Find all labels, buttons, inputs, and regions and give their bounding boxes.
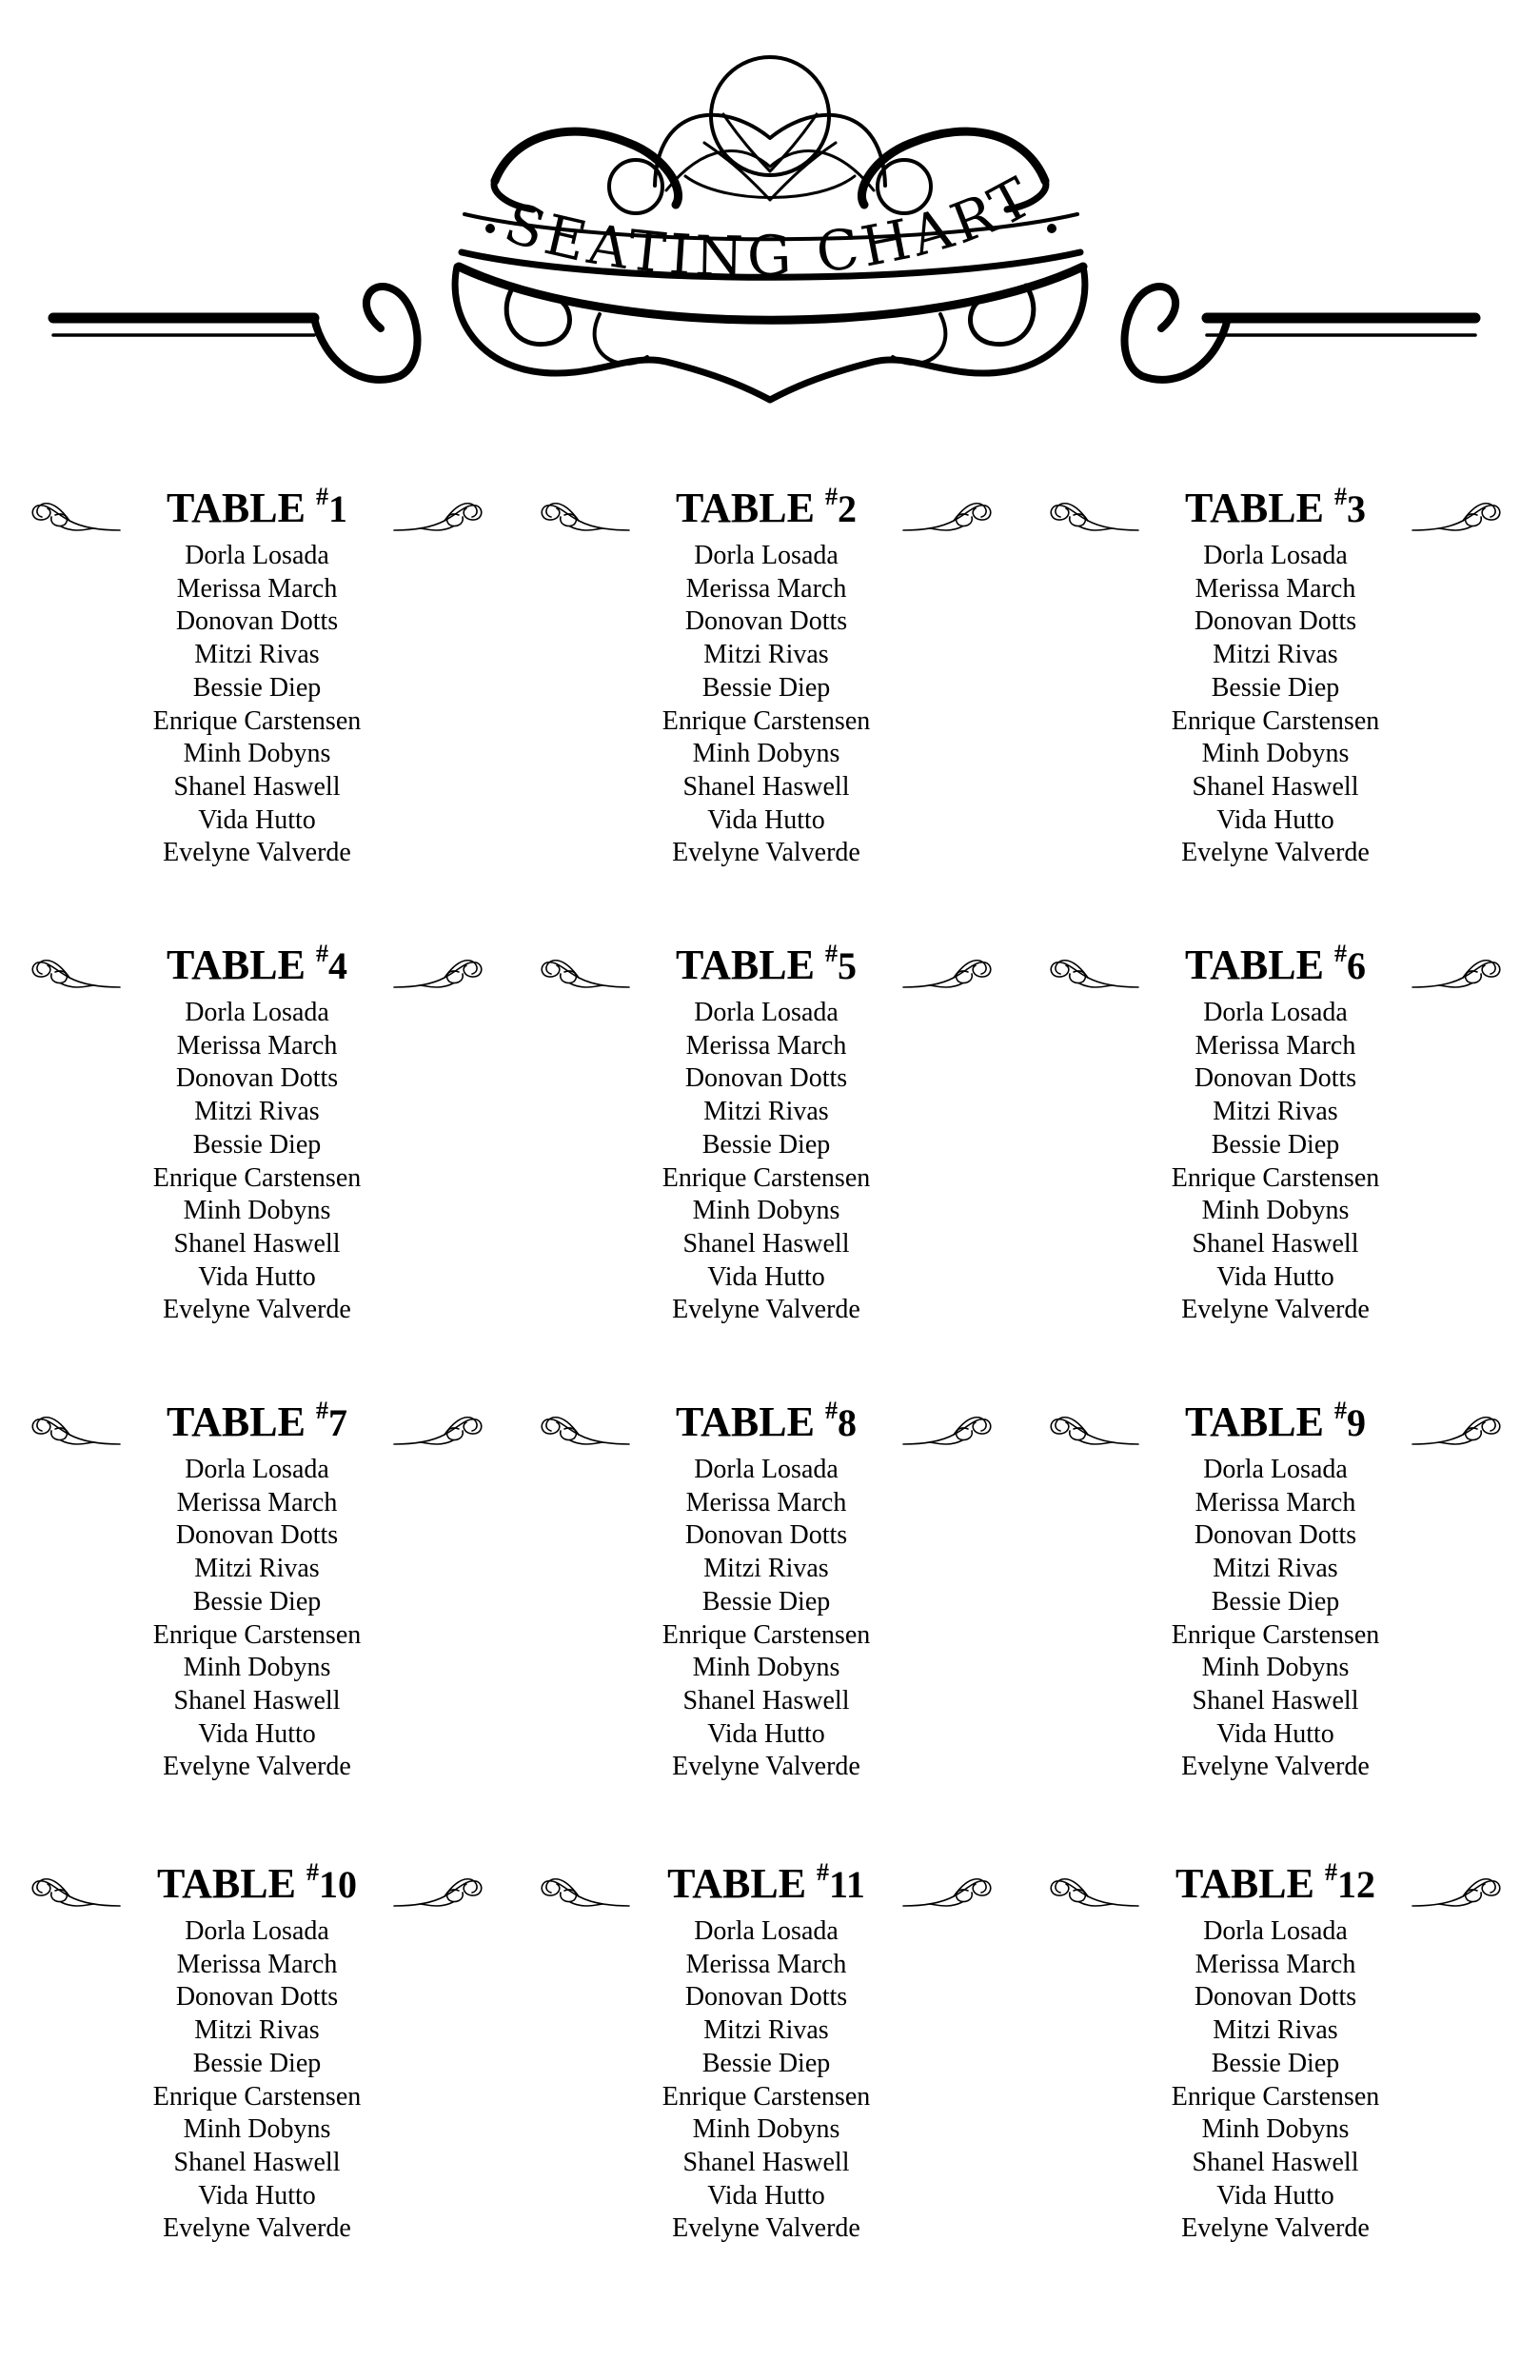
guest-name: Enrique Carstensen xyxy=(661,1162,871,1193)
guest-name: Donovan Dotts xyxy=(175,606,339,637)
table-number: 1 xyxy=(327,487,347,530)
flourish-right-icon xyxy=(901,1408,997,1448)
table-number-symbol: # xyxy=(315,483,328,511)
guest-name: Mitzi Rivas xyxy=(703,1554,829,1584)
guest-name: Bessie Diep xyxy=(1211,2048,1340,2078)
table-number: 9 xyxy=(1346,1401,1366,1444)
guest-name: Minh Dobyns xyxy=(1201,739,1350,769)
guest-name: Minh Dobyns xyxy=(183,2114,331,2145)
guest-name: Evelyne Valverde xyxy=(672,1752,860,1782)
guest-list xyxy=(10,997,504,1327)
table-heading xyxy=(519,1395,1014,1454)
table-number-symbol: # xyxy=(817,1858,830,1887)
guest-name: Evelyne Valverde xyxy=(163,838,351,868)
guest-name: Donovan Dotts xyxy=(1194,606,1357,637)
guest-name: Shanel Haswell xyxy=(1192,1685,1359,1716)
guest-name: Vida Hutto xyxy=(1216,804,1334,835)
table-number-symbol: # xyxy=(306,1858,319,1887)
guest-name: Enrique Carstensen xyxy=(152,2081,362,2112)
table-heading xyxy=(519,481,1014,540)
table-label: TABLE xyxy=(167,942,306,988)
table-number: 3 xyxy=(1346,487,1366,530)
guest-name: Donovan Dotts xyxy=(684,1520,848,1551)
guest-name: Enrique Carstensen xyxy=(661,2081,871,2112)
guest-list xyxy=(519,540,1014,870)
guest-name: Donovan Dotts xyxy=(175,1063,339,1094)
guest-name: Evelyne Valverde xyxy=(163,2213,351,2244)
table-label: TABLE xyxy=(676,942,815,988)
guest-name: Bessie Diep xyxy=(1211,672,1340,703)
guest-name: Mitzi Rivas xyxy=(1213,640,1338,670)
flourish-right-icon xyxy=(392,1870,487,1910)
flourish-right-icon xyxy=(1411,1870,1506,1910)
table-heading xyxy=(1028,938,1523,997)
table-number-symbol: # xyxy=(1324,1858,1337,1887)
guest-list xyxy=(10,540,504,870)
guest-name: Bessie Diep xyxy=(701,1586,831,1616)
table-number: 4 xyxy=(327,944,347,987)
guest-name: Dorla Losada xyxy=(1203,1916,1348,1946)
guest-name: Minh Dobyns xyxy=(692,2114,840,2145)
guest-name: Shanel Haswell xyxy=(173,1228,341,1259)
table-block xyxy=(519,938,1014,1357)
guest-name: Minh Dobyns xyxy=(183,1653,331,1683)
guest-name: Vida Hutto xyxy=(1216,1718,1334,1749)
guest-name: Enrique Carstensen xyxy=(661,1619,871,1650)
guest-name: Minh Dobyns xyxy=(183,739,331,769)
flourish-right-icon xyxy=(1411,1408,1506,1448)
table-block xyxy=(10,481,504,900)
table-block xyxy=(10,1856,504,2275)
guest-name: Vida Hutto xyxy=(1216,2180,1334,2211)
guest-name: Dorla Losada xyxy=(694,1455,839,1484)
guest-name: Vida Hutto xyxy=(198,804,316,835)
guest-list xyxy=(1028,540,1523,870)
table-label: TABLE xyxy=(167,1398,306,1445)
guest-name: Mitzi Rivas xyxy=(1213,2015,1338,2046)
guest-name: Minh Dobyns xyxy=(1201,1653,1350,1683)
guest-name: Vida Hutto xyxy=(198,2180,316,2211)
guest-name: Bessie Diep xyxy=(701,672,831,703)
guest-name: Dorla Losada xyxy=(1203,1455,1348,1484)
guest-name: Mitzi Rivas xyxy=(1213,1554,1338,1584)
guest-name: Shanel Haswell xyxy=(682,1228,850,1259)
guest-name: Dorla Losada xyxy=(185,1455,329,1484)
guest-name: Dorla Losada xyxy=(185,998,329,1027)
guest-name: Donovan Dotts xyxy=(1194,1982,1357,2013)
guest-name: Enrique Carstensen xyxy=(152,1162,362,1193)
flourish-right-icon xyxy=(392,494,487,534)
guest-name: Evelyne Valverde xyxy=(1181,838,1370,868)
table-number-symbol: # xyxy=(824,1397,838,1425)
table-heading xyxy=(10,938,504,997)
table-heading xyxy=(1028,1395,1523,1454)
guest-name: Merissa March xyxy=(1194,1487,1356,1517)
table-label: TABLE xyxy=(1185,942,1324,988)
guest-name: Enrique Carstensen xyxy=(152,1619,362,1650)
table-number: 6 xyxy=(1346,944,1366,987)
guest-name: Shanel Haswell xyxy=(1192,771,1359,802)
table-label: TABLE xyxy=(1185,485,1324,531)
table-label: TABLE xyxy=(1185,1398,1324,1445)
guest-name: Minh Dobyns xyxy=(1201,2114,1350,2145)
guest-name: Shanel Haswell xyxy=(1192,1228,1359,1259)
table-label: TABLE xyxy=(676,1398,815,1445)
guest-list xyxy=(519,1454,1014,1784)
guest-list xyxy=(519,1915,1014,2246)
guest-name: Vida Hutto xyxy=(707,804,825,835)
table-number: 5 xyxy=(837,944,857,987)
guest-name: Donovan Dotts xyxy=(175,1982,339,2013)
guest-name: Shanel Haswell xyxy=(682,771,850,802)
table-number: 12 xyxy=(1336,1863,1375,1906)
guest-name: Shanel Haswell xyxy=(173,771,341,802)
guest-name: Mitzi Rivas xyxy=(194,1554,320,1584)
guest-list xyxy=(1028,1915,1523,2246)
guest-name: Shanel Haswell xyxy=(173,2147,341,2177)
table-number-symbol: # xyxy=(315,1397,328,1425)
guest-name: Dorla Losada xyxy=(694,998,839,1027)
guest-name: Evelyne Valverde xyxy=(672,838,860,868)
flourish-right-icon xyxy=(901,1870,997,1910)
guest-name: Dorla Losada xyxy=(694,541,839,570)
guest-name: Vida Hutto xyxy=(707,1718,825,1749)
guest-name: Mitzi Rivas xyxy=(703,2015,829,2046)
table-label: TABLE xyxy=(667,1860,807,1907)
guest-name: Vida Hutto xyxy=(707,2180,825,2211)
flourish-right-icon xyxy=(1411,951,1506,991)
guest-list xyxy=(1028,997,1523,1327)
table-number-symbol: # xyxy=(1333,483,1347,511)
guest-name: Vida Hutto xyxy=(198,1261,316,1292)
guest-name: Merissa March xyxy=(685,1030,847,1061)
guest-name: Donovan Dotts xyxy=(684,606,848,637)
guest-name: Vida Hutto xyxy=(707,1261,825,1292)
guest-name: Shanel Haswell xyxy=(682,2147,850,2177)
guest-name: Dorla Losada xyxy=(185,541,329,570)
guest-name: Minh Dobyns xyxy=(692,739,840,769)
guest-name: Enrique Carstensen xyxy=(152,705,362,736)
table-label: TABLE xyxy=(157,1860,296,1907)
guest-name: Evelyne Valverde xyxy=(163,1752,351,1782)
table-heading xyxy=(1028,481,1523,540)
guest-name: Donovan Dotts xyxy=(1194,1063,1357,1094)
guest-name: Shanel Haswell xyxy=(682,1685,850,1716)
guest-name: Shanel Haswell xyxy=(1192,2147,1359,2177)
table-label: TABLE xyxy=(1175,1860,1314,1907)
table-block xyxy=(519,481,1014,900)
guest-list xyxy=(1028,1454,1523,1784)
table-number: 2 xyxy=(837,487,857,530)
guest-name: Donovan Dotts xyxy=(1194,1520,1357,1551)
guest-name: Mitzi Rivas xyxy=(194,640,320,670)
guest-name: Enrique Carstensen xyxy=(1171,1162,1380,1193)
guest-name: Minh Dobyns xyxy=(692,1653,840,1683)
table-number: 7 xyxy=(327,1401,347,1444)
guest-name: Enrique Carstensen xyxy=(1171,705,1380,736)
guest-name: Merissa March xyxy=(1194,573,1356,604)
table-block xyxy=(10,938,504,1357)
guest-name: Mitzi Rivas xyxy=(703,1097,829,1127)
guest-name: Mitzi Rivas xyxy=(1213,1097,1338,1127)
guest-name: Merissa March xyxy=(176,573,338,604)
guest-name: Merissa March xyxy=(685,1487,847,1517)
guest-name: Mitzi Rivas xyxy=(194,1097,320,1127)
table-number-symbol: # xyxy=(824,483,838,511)
guest-list xyxy=(10,1454,504,1784)
guest-name: Dorla Losada xyxy=(1203,998,1348,1027)
guest-name: Enrique Carstensen xyxy=(1171,2081,1380,2112)
header-ornament xyxy=(0,0,1540,428)
table-number-symbol: # xyxy=(1333,940,1347,968)
table-label: TABLE xyxy=(167,485,306,531)
guest-name: Merissa March xyxy=(1194,1030,1356,1061)
table-heading xyxy=(1028,1856,1523,1915)
guest-name: Evelyne Valverde xyxy=(672,2213,860,2244)
flourish-right-icon xyxy=(901,494,997,534)
table-number: 11 xyxy=(829,1863,865,1906)
guest-name: Enrique Carstensen xyxy=(661,705,871,736)
flourish-right-icon xyxy=(392,1408,487,1448)
guest-name: Donovan Dotts xyxy=(684,1063,848,1094)
guest-name: Merissa March xyxy=(1194,1949,1356,1979)
guest-name: Bessie Diep xyxy=(701,1129,831,1160)
table-heading xyxy=(10,481,504,540)
flourish-right-icon xyxy=(1411,494,1506,534)
table-heading xyxy=(10,1395,504,1454)
guest-name: Dorla Losada xyxy=(185,1916,329,1946)
guest-name: Donovan Dotts xyxy=(175,1520,339,1551)
guest-name: Minh Dobyns xyxy=(692,1196,840,1226)
guest-name: Bessie Diep xyxy=(701,2048,831,2078)
guest-name: Evelyne Valverde xyxy=(1181,2213,1370,2244)
table-number-symbol: # xyxy=(1333,1397,1347,1425)
guest-name: Evelyne Valverde xyxy=(1181,1295,1370,1325)
guest-name: Evelyne Valverde xyxy=(672,1295,860,1325)
guest-name: Merissa March xyxy=(176,1949,338,1979)
guest-name: Dorla Losada xyxy=(694,1916,839,1946)
flourish-right-icon xyxy=(392,951,487,991)
header xyxy=(0,0,1540,428)
guest-name: Dorla Losada xyxy=(1203,541,1348,570)
guest-name: Shanel Haswell xyxy=(173,1685,341,1716)
table-block xyxy=(1028,481,1523,900)
guest-name: Bessie Diep xyxy=(192,2048,322,2078)
table-block xyxy=(10,1395,504,1814)
table-heading xyxy=(519,938,1014,997)
guest-name: Bessie Diep xyxy=(1211,1586,1340,1616)
guest-name: Vida Hutto xyxy=(198,1718,316,1749)
table-label: TABLE xyxy=(676,485,815,531)
table-block xyxy=(519,1395,1014,1814)
guest-name: Mitzi Rivas xyxy=(194,2015,320,2046)
table-block xyxy=(1028,1395,1523,1814)
guest-name: Merissa March xyxy=(176,1487,338,1517)
table-number-symbol: # xyxy=(315,940,328,968)
table-block xyxy=(1028,1856,1523,2275)
guest-name: Enrique Carstensen xyxy=(1171,1619,1380,1650)
guest-name: Bessie Diep xyxy=(192,1586,322,1616)
page-title-text: SEATING CHART xyxy=(497,162,1047,289)
table-number: 10 xyxy=(318,1863,357,1906)
guest-name: Vida Hutto xyxy=(1216,1261,1334,1292)
table-block xyxy=(519,1856,1014,2275)
table-heading xyxy=(10,1856,504,1915)
guest-name: Donovan Dotts xyxy=(684,1982,848,2013)
guest-name: Merissa March xyxy=(176,1030,338,1061)
guest-list xyxy=(10,1915,504,2246)
guest-name: Merissa March xyxy=(685,573,847,604)
guest-list xyxy=(519,997,1014,1327)
guest-name: Evelyne Valverde xyxy=(163,1295,351,1325)
guest-name: Evelyne Valverde xyxy=(1181,1752,1370,1782)
guest-name: Mitzi Rivas xyxy=(703,640,829,670)
guest-name: Merissa March xyxy=(685,1949,847,1979)
table-number-symbol: # xyxy=(824,940,838,968)
table-heading xyxy=(519,1856,1014,1915)
table-number: 8 xyxy=(837,1401,857,1444)
guest-name: Bessie Diep xyxy=(1211,1129,1340,1160)
flourish-right-icon xyxy=(901,951,997,991)
guest-name: Bessie Diep xyxy=(192,672,322,703)
guest-name: Minh Dobyns xyxy=(1201,1196,1350,1226)
guest-name: Bessie Diep xyxy=(192,1129,322,1160)
table-block xyxy=(1028,938,1523,1357)
guest-name: Minh Dobyns xyxy=(183,1196,331,1226)
